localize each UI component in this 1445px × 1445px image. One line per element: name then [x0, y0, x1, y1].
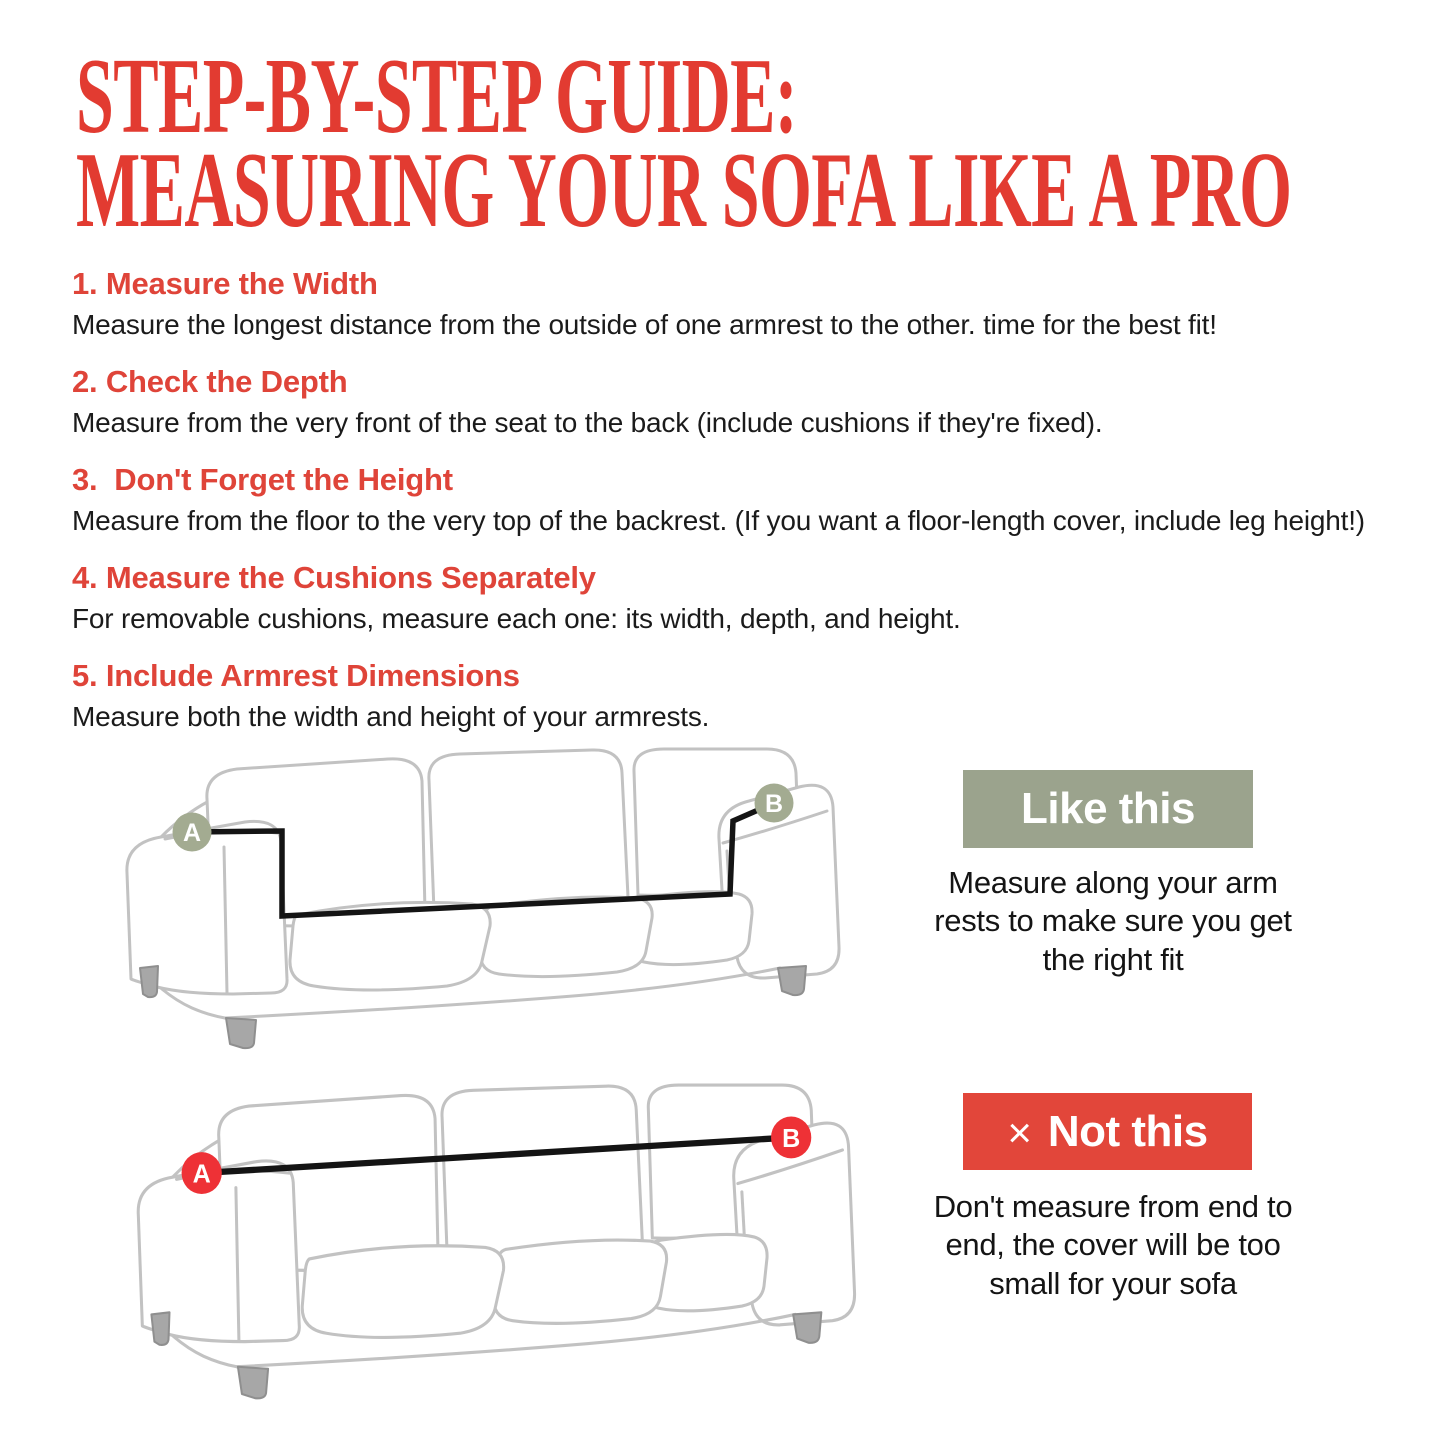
not-this-description: Don't measure from end to end, the cover will be too small for your sofa [933, 1189, 1293, 1301]
like-this-label: Like this [1021, 784, 1195, 833]
point-a-label: A [182, 819, 202, 847]
step-4-body: For removable cushions, measure each one: its width, depth, and height. [72, 603, 961, 634]
point-b-marker-incorrect [771, 1117, 811, 1159]
step-4 [72, 560, 1412, 635]
step-2-body: Measure from the very front of the seat to the back (include cushions if they're fixed). [72, 407, 1103, 438]
point-b-label: B [764, 790, 784, 818]
step-5-body: Measure both the width and height of your armrests. [72, 701, 710, 732]
not-this-badge [963, 1093, 1252, 1170]
sofa-illustration-incorrect [84, 1083, 934, 1439]
sofa-illustration-correct [73, 747, 918, 1087]
step-1-body: Measure the longest distance from the outside of one armrest to the other. time for the best fit! [72, 309, 1217, 340]
step-1-heading: 1. Measure the Width [72, 266, 378, 301]
step-5-heading: 5. Include Armrest Dimensions [72, 658, 520, 693]
page-title [76, 37, 1445, 250]
point-b-marker-correct [755, 784, 794, 823]
step-2-heading: 2. Check the Depth [72, 364, 348, 399]
page-title-line1: STEP-BY-STEP GUIDE: [76, 37, 797, 156]
like-this-badge [963, 770, 1253, 848]
step-5 [72, 658, 1412, 733]
step-3-heading: 3. Don't Forget the Height [72, 462, 453, 497]
point-b-label: B [782, 1124, 801, 1153]
step-4-heading: 4. Measure the Cushions Separately [72, 560, 596, 595]
like-this-description: Measure along your arm rests to make sure you get the right fit [934, 865, 1292, 977]
step-1 [72, 266, 1412, 341]
steps-list [72, 266, 1412, 756]
not-this-label: Not this [1047, 1106, 1208, 1156]
step-3-body: Measure from the floor to the very top of the backrest. (If you want a floor-length cover, include leg height!) [72, 505, 1365, 536]
point-a-label: A [192, 1160, 211, 1189]
x-mark-icon: × [1007, 1108, 1032, 1156]
step-2 [72, 364, 1412, 439]
page-title-line2: MEASURING YOUR SOFA LIKE A PRO [76, 130, 1292, 250]
point-a-marker-correct [173, 813, 212, 852]
step-3 [72, 462, 1412, 537]
point-a-marker-incorrect [182, 1152, 222, 1194]
